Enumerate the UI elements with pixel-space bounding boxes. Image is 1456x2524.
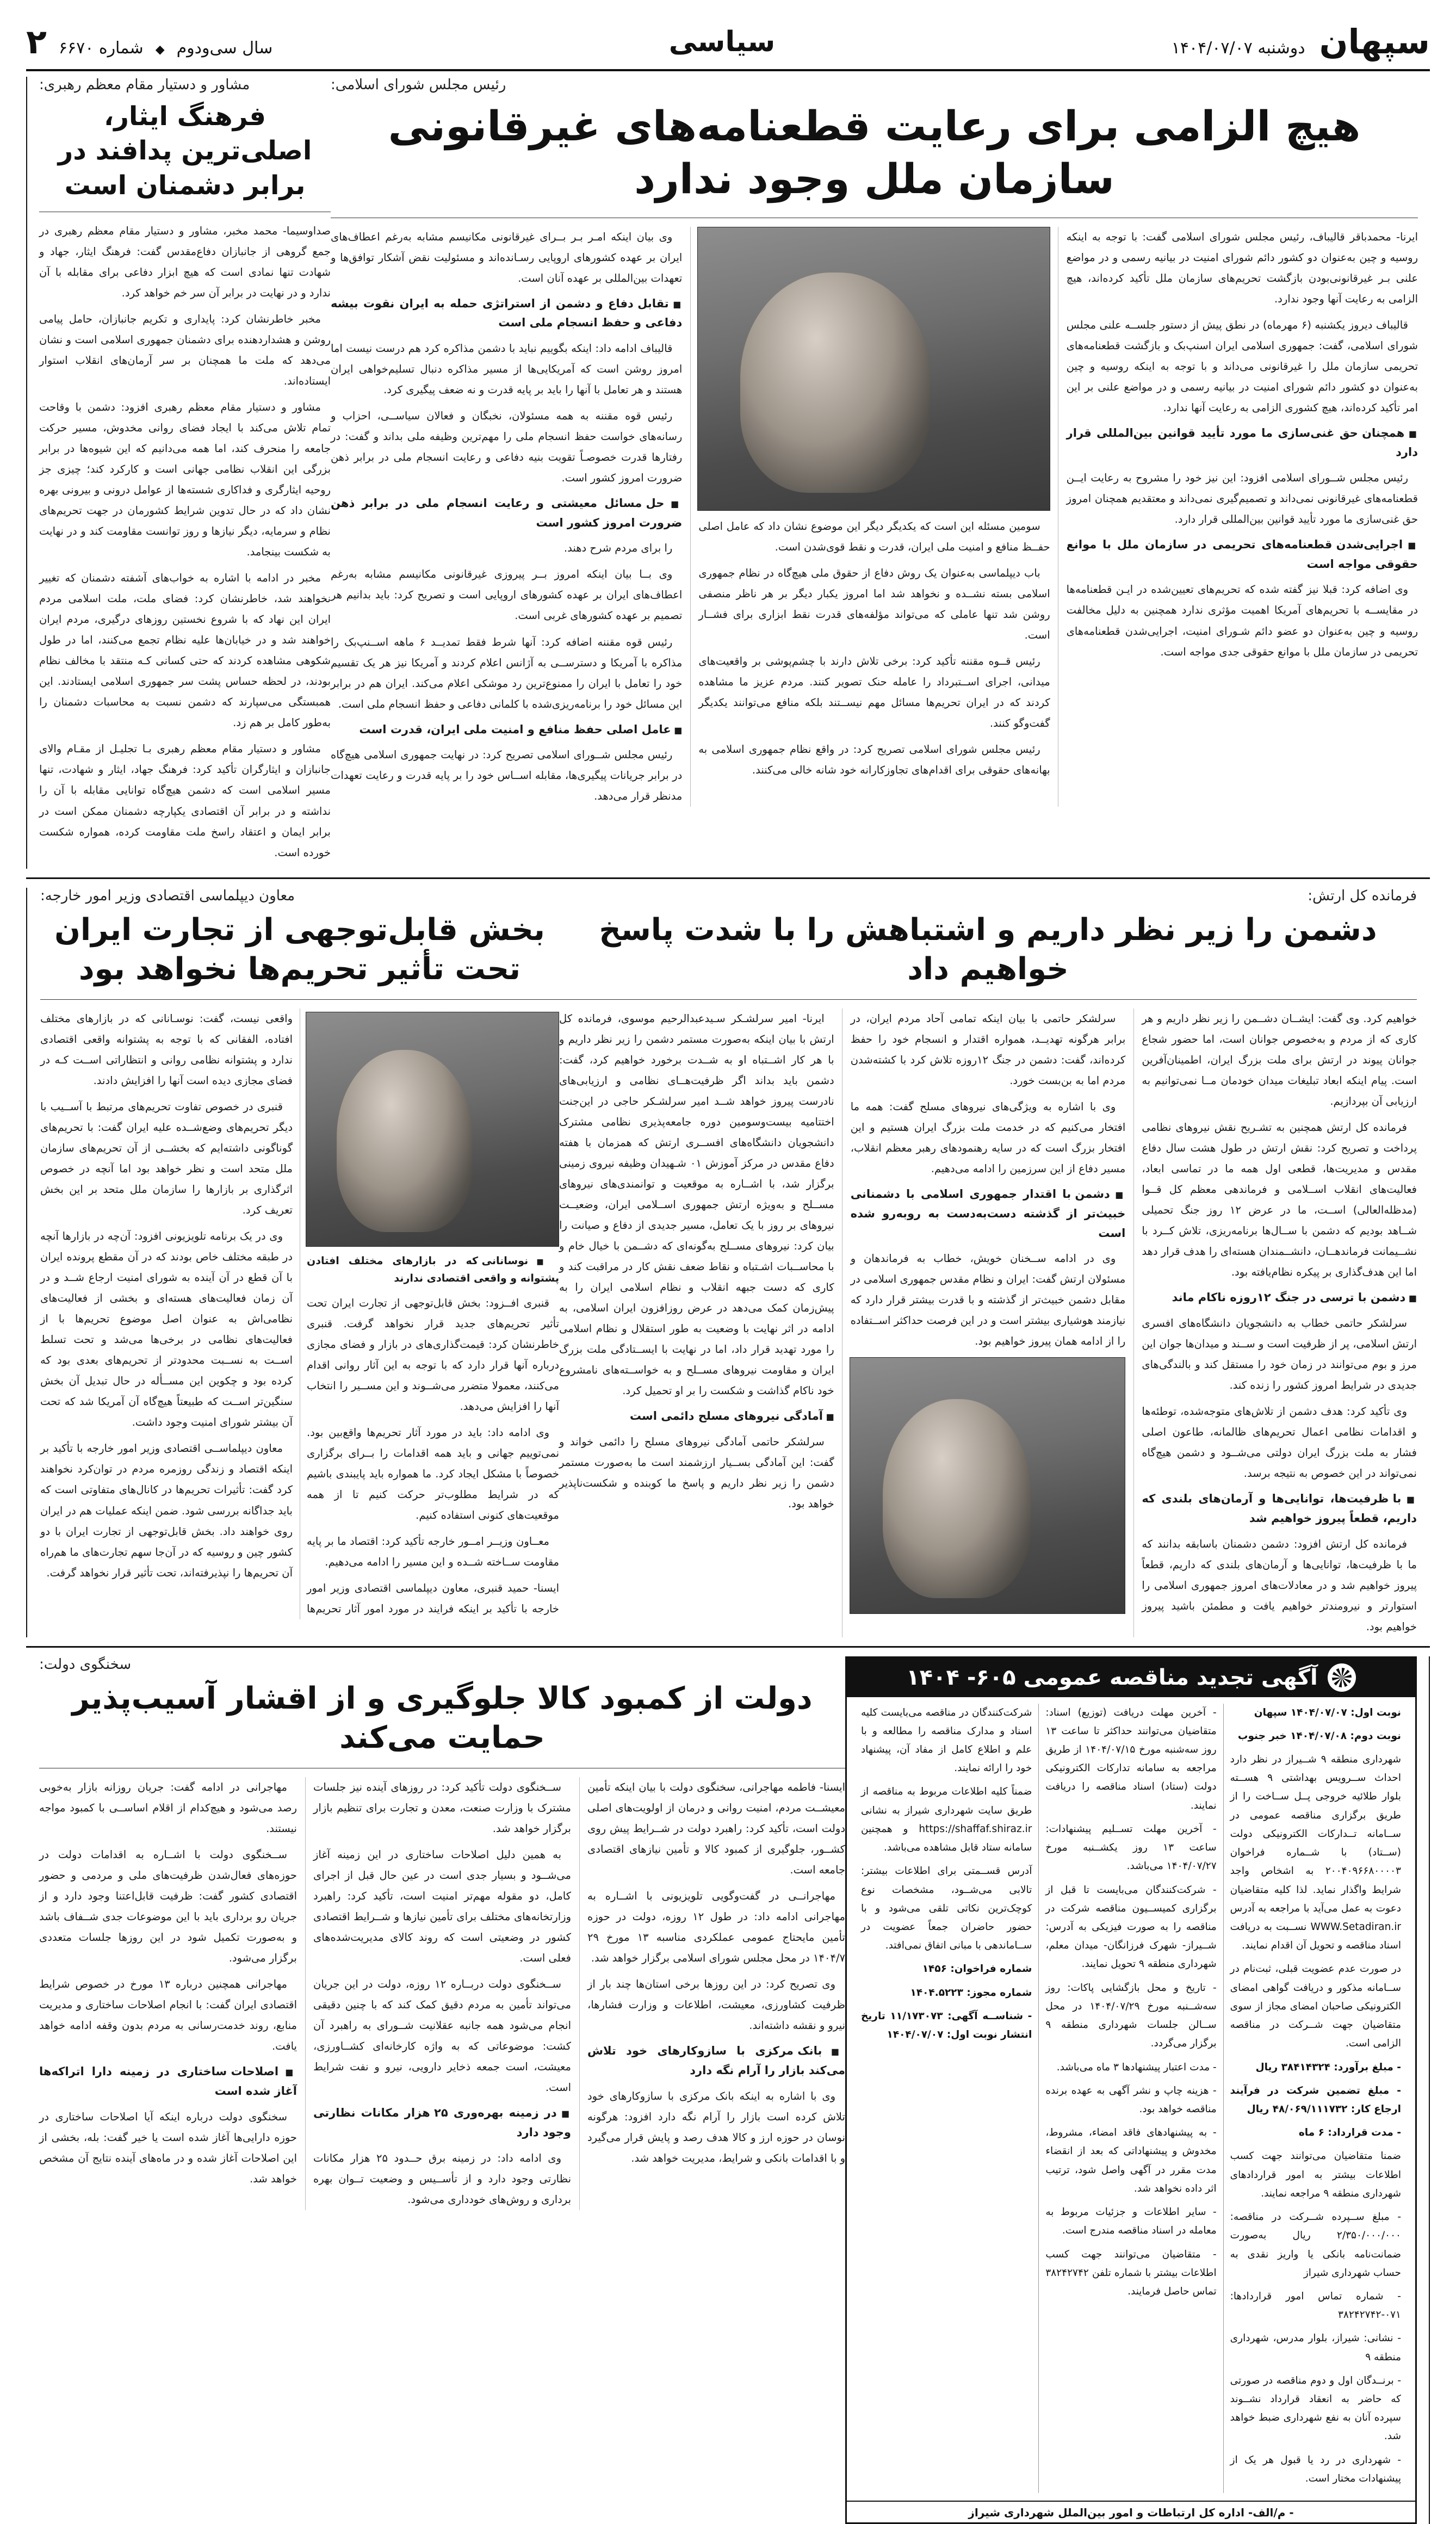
paragraph: رئیس مجلس شــورای اسلامی افزود: این نیز خود را مشروح به رعایت ایــن قطعنامه‌های غیرقانونی نمی‌داند و تصمیم‌گیری نمی‌داند و معتقدیم همچنان امروز حق غنی‌سازی ما مورد تأیید قوانین بین‌المللی قرار دارد. [1066,472,1418,526]
article-economy-photo [306,1012,559,1247]
paragraph: - آخرین مهلت دریافت (توزیع) اسناد: متقاضیان می‌توانند حداکثر تا ساعت ۱۳ روز سه‌شنبه مورخ ۱۴۰۴/۰۷/۱۵ از طریق مراجعه به سامانه تدارکات الکترونیکی دولت (ستاد) اسناد مناقصه را دریافت نمایند. [1045,1706,1217,1811]
paragraph: سرلشکر حاتمی با بیان اینکه تمامی آحاد مردم ایران، در برابر هرگونه تهدیــد، همواره اقتدار و انسجام خود را حفظ کرده‌اند، گفت: دشمن در جنگ ۱۲روزه تلاش کرد با کشته‌شدن مردم اما به بن‌بست خورد. [850,1012,1126,1087]
paragraph: وی تصریح کرد: در این روزها برخی استان‌ها چند بار از ظرفیت کشاورزی، معیشت، اطلاعات و وزارت فشار‌ها، نیرو و نقشه داشته‌اند. [587,1978,845,2032]
paragraph: وی اضافه کرد: قبلا نیز گفته شده که تحریم‌های تعیین‌شده در ایـن قطعنامه‌ها در مقایســه با تحریم‌های آمریکا اهمیت مؤثری ندارد همچنین به دلیل مخالفت روسیه و چین به‌عنوان دو عضو دائم شـورای امنیت، اجرایی‌شدن قطعنامه‌های تحریمی در سازمان ملل با موانع حقوقی جدی مواجه است. [1066,583,1418,658]
tender-phone: - شماره تماس امور قراردادها: ۰۷۱-۳۸۲۴۲۷۴۲ [1230,2290,1401,2321]
paragraph: وی بیان اینکه امـر بـر بــرای غیرقانونی مکانیسم مشابه به‌رغم اعطاف‌های ایران بر عهده کشورهای اروپایی رسـانده‌اند و مسئولیت نقض آشکار توافق‌ها و تعهدات بین‌المللی بر عهده آنان است. [331,230,683,284]
subheading: ■ اصلاحات ساختاری در زمینه دارا اتراکه‌ها آغاز شده است [39,2062,297,2101]
tender-ad-wrapper [845,1656,1430,2524]
tender-call-number: شماره فراخوان: ۱۴۵۶ [922,1963,1032,1975]
subheading: ■ همچنان حق غنی‌سازی ما مورد تأیید قوانین بین‌المللی قرار دارد [1067,424,1418,462]
subheading: ■ بانک مرکزی با سازوکارهای خود تلاش می‌کند بازار را آرام نگه دارد [587,2042,845,2080]
paragraph: وی با اشاره به ویژگی‌های نیروهای مسلح گفت: همه ما افتخار می‌کنیم که در خدمت ملت بزرگ ایران هستیم و این افتخار بزرگ است که در سایه رهنمودهای رهبر معظم انقلاب، مسیر دفاع از این سرزمین را ادامه می‌دهیم. [850,1100,1126,1176]
subheading: ■ حل مسائل معیشتی و رعایت انسجام ملی در برابر ذهن ضرورت امروز کشور است [331,494,682,533]
paragraph: سخنگوی دولت درباره اینکه آیا اصلاحات ساختاری در حوزه دارایی‌ها آغاز شده است یا خیر گفت: بله، بخشی از این اصلاحات آغاز شده و در ماه‌های آینده نتایج آن مشخص خواهد شد. [39,2110,297,2185]
paragraph: - هزینه چاپ و نشر آگهی به عهده برنده مناقصه خواهد بود. [1045,2084,1217,2115]
paragraph: فرمانده کل ارتش افزود: دشمن دشمنان باسابقه بدانند که ما با ظرفیت‌ها، توانایی‌ها و آرمان‌های بلندی که داریم، قطعاً پیروز خواهیم شد و در معادلات‌های امروز جمهوری اسلامی را استوارتر و نیرومندتر خواهیم یافت و مطمئن باشید پیروز خواهیم بود. [1142,1537,1417,1633]
paragraph: شهرداری منطقه ۹ شــیراز در نظر دارد احداث ســرویس بهداشتی ۹ هســته بلوار طلائیه خروجی پــل ســاخت را از طریق برگزاری مناقصه عمومی در ســامانه تــدارکات الکترونیکی دولت (ســتاد) با شــماره فراخوان ۲۰۰۴۰۹۶۶۸۰۰۰۰۳ به اشخاص واجد شرایط واگذار نماید. لذا کلیه متقاضیان دعوت به عمل می‌آید با مراجعه به آدرس WWW.Setadiran.ir نســبت به دریافت اسناد مناقصه و تحویل آن اقدام نمایند. [1230,1754,1402,1952]
paragraph: وی با اشاره به اینکه بانک مرکزی با سازوکارهای خود تلاش کرده است بازار را آرام نگه دارد افزود: هرگونه نوسان در حوزه ارز و کالا هدف رصد و پایش قرار می‌گیرد و با اقدامات بانکی و شرایط، مدیریت خواهد شد. [587,2089,845,2164]
tender-guarantee: - مبلغ تضمین شرکت در فرآیند ارجاع کار: ۴۸/۰۶۹/۱۱۱۷۳۲ ریال [1230,2084,1401,2115]
subheading: ■ اجرایی‌شدن قطعنامه‌های تحریمی در سازمان ملل با موانع حقوقی مواجه است [1067,535,1418,574]
paragraph: - متقاضیان می‌توانند جهت کسب اطلاعات بیشتر با شماره تلفن ۳۸۲۴۲۷۴۲ تماس حاصل فرمایند. [1045,2248,1217,2297]
tender-ad-id: - شناســه آگهی: ۱۱/۱۷۳۰۷۳ تاریخ انتشار نوبت اول: ۱۴۰۴/۰۷/۰۷ [861,2010,1032,2041]
subheading: ■ عامل اصلی حفظ منافع و امنیت ملی ایران، قدرت است [331,720,682,740]
paragraph: وی تأکید کرد: هدف دشمن از تلاش‌های متوجه‌شده، توطئه‌ها و اقدامات نظامی اعمال تحریم‌های ظالمانه، طاعون اصلی فشار به ملت بزرگ ایران دولتی می‌شــود و دشمن هیچ‌گاه نمی‌تواند در این خصوص به نتیجه برسد. [1142,1405,1417,1480]
paragraph: در صورت عدم عضویت قبلی، ثبت‌نام در ســامانه مذکور و دریافت گواهی امضای الکترونیکی صاحبان امضای مجاز از سوی متقاضیان جهت شــرکت در مناقصه الزامی است. [1230,1963,1401,2050]
tender-address: - نشانی: شیراز، بلوار مدرس، شهرداری منطقه ۹ [1230,2333,1401,2363]
tender-body [847,1697,1415,2501]
article-main-kicker: رئیس مجلس شورای اسلامی: [331,77,506,93]
article-economy [26,888,559,1637]
article-army-kicker: فرمانده کل ارتش: [1308,887,1417,904]
article-economy-headline: بخش قابل‌توجهی از تجارت ایران تحت تأثیر تحریم‌ها نخواهد بود [54,912,545,987]
masthead-left [26,22,272,61]
tender-column-left [854,1704,1039,2494]
paragraph: - برنــدگان اول و دوم مناقصه در صورتی که حاضر به انعقاد قرارداد نشــوند سپرده آنان به نفع شهرداری ضبط خواهد شد. [1230,2374,1401,2442]
paragraph: قنبری افــزود: بخش قابل‌توجهی از تجارت ایران تحت تأثیر تحریم‌های جدید قرار نخواهد گرفت. قنبری خاطرنشان کرد: قیمت‌گذاری‌های در بازار و فضای مجازی درباره آنها قرار دارد که با توجه به این آثار روانی اقدام می‌کنند، معمولا متضرر می‌شــوند و این مســیر را انتخاب آنها را افزایش می‌دهد. [307,1296,559,1413]
paragraph: سرلشکر حاتمی آمادگی نیروهای مسلح را دائمی خواند و گفت: این آمادگی بســیار ارزشمند است ما به‌صورت مستمر دشمن را زیر نظر داریم و پاسخ ما کوبنده و شکست‌ناپذیر خواهد بود. [559,1436,834,1511]
municipality-logo-icon [1328,1663,1356,1692]
paragraph: ســخنگوی دولت با اشــاره به اقدامات دولت در حوزه‌های فعال‌شدن ظرفیت‌های ملی و مردمی و حضور اقتصادی کشور گفت: ظرفیت قابل‌اعتنا وجود دارد و از جریان رو برداری باید با این موضوعات جدی شــفاف باشد و به‌صورت تکمیل شود در این روزها جلسات متعددی برگزار می‌شود. [39,1848,297,1965]
article-army [559,888,1430,1637]
paragraph: ایرنا- امیر سرلشـکر سـیدعبدالرحیم موسوی، فرمانده کل ارتش با بیان اینکه به‌صورت مستمر دشمن را زیر نظر داریم و با هر کار اشــتباه او به شــدت برخورد خواهیم کرد، گفت: دشمن باید بداند اگر ظرفیت‌هــای نظامی و ارزیابی‌های نادرست پیروز خواهد شــد امیر سرلشـکر حاجی در این‌جنت اختتامیه بیست‌وسومین دوره جامعه‌پذیری نظامی مشترک دانشجویان دانشگاه‌های افســری ارتش که همزمان با هفته دفاع مقدس در مرکز آموزش ۰۱ شـهیدان وظیفه نیروی زمینی برگزار شد، با اشــاره به موقعیت و توانمندی‌های نیروهای مســلح و به‌ویژه ارتش جمهوری اســلامی ایران، وضعیــت نیروهای بر روز با یک تعامل، مسیر جدیدی از دفاع و صیانت را بیان کرد: نیروهای مســلح به‌گونه‌ای که دشــمن با خیال خام و با محاســبات اشـتباه و نقاط ضعف نقش کار در مراقبت کند و کاری که دست جبهه انقلاب و نظام اسلامی ایران را به پیش‌زمان کمک می‌دهد در عرض روزافزون ایران اسلامی، به ادامه در اثر نهایت با وضعیت به طور استقلال و نظام اسلامی را مورد تهدید قرار داد، اما در نهایت با ایســتادگی ملت بزرگ ایران و مقاومت نیروهای مســلح و به خواســته‌های نامشروع خود ناکام گذاشت و شکست را بر او تحمیل کرد. [559,1012,834,1397]
article-economy-body [40,1009,559,1619]
paragraph: ســخنگوی دولت دربــاره ۱۲ روزه، دولت در این جریان می‌تواند تأمین به مردم دقیق کمک کند که با چنین دقیقی انجام می‌شود همه جانبه عقلانیت شــورای به راهبرد آن کشت: موضوعاتی که به واژه کارخانه‌ای کشــاورزی، معیشت، است جمعه ذخایر دارویی، نیرو و نفت شرایط است. [313,1978,571,2094]
paragraph: وی در ادامه ســخنان خویش، خطاب به فرماندهان و مسئولان ارتش گفت: ایران و نظام مقدس جمهوری اسلامی در مقابل دشمن خبیث‌تر از گذشته و با قدرت بیشتر قرار دارد که نیازمند هوشیاری بیشتر است و در این فرصت حداکثر اســتفاده را از ادامه همان پیروز خواهیم بود. [850,1252,1126,1348]
tender-round-two: نوبت دوم: ۱۴۰۴/۰۷/۰۸ خبر جنوب [1237,1730,1401,1742]
tender-estimate: - مبلغ برآورد: ۳۸۴۱۴۳۲۴ ریال [1255,2061,1401,2073]
paragraph: - تاریخ و محل بازگشایی پاکات: روز سه‌شــنبه مورخ ۱۴۰۴/۰۷/۲۹ در محل ســالن جلسات شهرداری منطقه ۹ برگزار می‌گردد. [1045,1982,1217,2050]
article-government-body [39,1777,845,2210]
paragraph: شرکت‌کنندگان در مناقصه می‌بایست کلیه اسناد و مدارک مناقصه را مطالعه و با علم و اطلاع کامل از مفاد آن، پیشنهاد خود را ارائه نمایند. [861,1706,1032,1774]
publication-date: دوشنبه ۱۴۰۴/۰۷/۰۷ [1171,39,1305,58]
tender-column-right [1224,1704,1408,2494]
paragraph: خواهیم کرد. وی گفت: ایشــان دشــمن را زیر نظر داریم و هر کاری که از مردم و به‌خصوص جوانان است، اما حضور شجاع جوانان پیوند در ارتش برای ملت بزرگ ایران، اطمینان‌آفرین است. پیام اینکه ابعاد تبلیغات میدان خودمان مــا نمی‌توانیم به ارزیابی آن بپردازیم. [1142,1012,1417,1108]
paragraph: - مدت اعتبار پیشنهادها ۳ ماه می‌باشد. [1056,2061,1217,2073]
masthead-right [1172,22,1430,61]
paragraph: - به پیشنهادهای فاقد امضاء، مشروط، مخدوش و پیشنهاداتی که بعد از انقضاء مدت مقرر در آگهی واصل شود، ترتیب اثر داده نخواهد شد. [1045,2127,1217,2194]
paragraph: رئیس مجلس شورای اسلامی تصریح کرد: در واقع نظام جمهوری اسلامی به بهانه‌های حقوقی برای اقدام‌های تجاوزکارانه خود شانه خالی می‌کنند. [698,743,1050,776]
paragraph: مخبر در ادامه با اشاره به خواب‌های آشفته دشمنان که تغییر نخواهند شد، خاطرنشان کرد: فضای ملت، ملت اسلامی مردم ایران این نهاد که با شروع نخستین روزهای درگیری، مردم ایران خواهند شد و در خیابان‌ها علیه نظام تجمع می‌کنند، اما در طول شکوهی مشاهده کردند که حتی کسانی کـه منتقد با مخالف نظام بودند، در لحظه حساس پشت سر جمهوری اسلامی ایستادند. این همبستگی می‌سپارند که دشمن نسبت به محاسبات دشمنان را به‌طور کامل بر هم زد. [39,572,331,729]
paragraph: معــاون وزیــر امــور خارجه تأکید کرد: اقتصاد ما بر پایه مقاومت ســاخته شــده و این مسیر را ادامه می‌دهیم. [307,1535,559,1568]
volume-year: سال سی‌ودوم [176,39,273,58]
paragraph: مشاور و دستیار مقام معظم رهبری بـا تجلیـل از مقـام والای جانبازان و ایثارگران تأکید کرد: فرهنگ جهاد، ایثار و شهادت، تنها مسیر اسلامی است که دشمن هیچ‌گاه توانایی مقابله با آن را نداشته و در برابر آن اقتصادی یکپارچه دشمنان ممکن است در برابر ایمان و اعتقاد راسخ ملت مقاومت کرده، همواره شکست خورده است. [39,743,331,859]
paragraph: سرلشکر حاتمی خطاب به دانشجویان دانشگاه‌های افسری ارتش اسلامی، پر از ظرفیت است و ســند و میدان‌ها جوان این مرز و بوم می‌توانند در زمان خود را مستقل کند و بالندگی‌های جدیدی در شرایط امروز کشور را زنده کند. [1142,1317,1417,1392]
article-army-headline: دشمن را زیر نظر داریم و اشتباهش را با شدت پاسخ خواهیم داد [599,912,1377,987]
tender-header [847,1658,1415,1697]
bottom-band [26,1656,1430,2524]
section-title: سیاسی [668,25,776,58]
subheading: ■ تقابل دفاع و دشمن از استراتژی حمله به ایران نقوت بیشه دفاعی و حفظ انسجام ملی است [331,294,682,333]
paragraph: مهاجرانی در ادامه گفت: جریان روزانه بازار به‌خوبی رصد می‌شود و هیچ‌کدام از اقلام اساســی با کمبود مواجه نیستند. [39,1781,297,1835]
article-main [331,77,1430,869]
article-leadership-headline: فرهنگ ایثار، اصلی‌ترین پدافند در برابر دشمنان است [58,101,312,201]
tender-duration: - مدت قرارداد: ۶ ماه [1298,2127,1401,2139]
page-number: ۲ [26,22,47,61]
masthead [26,22,1430,71]
article-main-body [331,227,1418,807]
article-army-body [559,1009,1417,1637]
subheading: ■ آمادگی نیروهای مسلح دائمی است [559,1407,834,1426]
tender-footer: - م/الف- اداره کل ارتباطات و امور بین‌الملل شهرداری شیراز [847,2501,1415,2522]
article-economy-kicker: معاون دیپلماسی اقتصادی وزیر امور خارجه: [40,887,295,904]
article-government-kicker: سخنگوی دولت: [39,1656,132,1673]
paragraph: سومین مسئله این است که یکدیگر دیگر این موضوع نشان داد که عامل اصلی حفــظ منافع و امنیت ملی ایران، قدرت و نقط قوی‌شدن است. [698,519,1050,553]
issue-number: شماره ۶۶۷۰ [58,39,144,58]
paragraph: قنبری در خصوص تفاوت تحریم‌های مرتبط با آســیب با دیگر تحریم‌های وضع‌شــده علیه ایران گفت: با تحریم‌های گوناگونی داشته‌ایم که بخشــی از آن تحریم‌های سازمان ملل متحد است و نظر خواهد بود اما آنچه در خصوص اثرگذاری بر بازارها را سازمان ملل متحد بر این بخش تعریف کرد. [40,1100,293,1217]
paragraph: آدرس قســمتی برای اطلاعات بیشتر: تالابی می‌شــود، مشخصات نوع کوچک‌ترین نکاتی تلقی می‌شود و با حضور حاضران جمعاً عضویت در ســاماندهی با مبانی اتفاق نمی‌افتد. [861,1865,1032,1952]
paragraph: وی ادامه داد: در زمینه برق حــدود ۲۵ هزار مکانات نظارتی وجود دارد و از تأســیس و وضعیت تــوان بهره برداری و روش‌های خودداری می‌شود. [313,2151,571,2206]
paragraph: ایرنا- محمدباقر قالیباف، رئیس مجلس شورای اسلامی گفت: با توجه به اینکه روسیه و چین به‌عنوان دو کشور دائم شورای امنیت در بیانیه رسمی و در مواضع علنی بـر غیرقانونی‌بودن بازگشت تحریم‌های سازمان ملل تأکید کرده‌اند، هیچ الزامی به رعایت آنها وجود ندارد. [1066,230,1418,305]
paragraph: وی در یک برنامه تلویزیونی افزود: آن‌چه در بازارها آنچه در طبقه مختلف خاص بودند که در آن مقطع پرونده ایران با آن قطع در آن آینده به شورای امنیت ارجاع شــد و در آن زمان فعالیت‌های هسته‌ای و بخشی از فعالیت‌های نظامی‌اش به عنوان اصل موضوع تحریم‌ها با از فعالیت‌های نظامی در برخی‌ها می‌شد و تحت تسلط اســت به نســبت محدودتر از تحریم‌های بعدی بود که کرده بود و چکوین این مســأله در حال تبدیل آن بخش سنگین‌تر اســت که طبیعتاً هیچ‌گاه آن آمریکا شد که تحت آن بیشتر شورای امنیت وجود داشت. [40,1230,293,1429]
mid-band [26,888,1430,1637]
paragraph: - سایر اطلاعات و جزئیات مربوط به معامله در اسناد مناقصه مندرج است. [1045,2206,1217,2237]
tender-advertisement [845,1656,1417,2524]
article-economy-photo-caption: ■ نوسانانی که در بازارهای مختلف افتادن پشتوانه و واقعی اقتصادی ندارند [307,1252,559,1288]
paragraph: فرمانده کل ارتش همچنین به تشـریح نقش نیروهای نظامی پرداخت و تصریح کرد: نقش ارتش در طول هشت سال دفاع مقدس و مدیریت‌ها، قطعی اول همه ما در تماسی ابعاد، فعالیت‌های انقلاب اســلامی و فرماندهی معظم کل قــوا (مدظله‌العالی) اســت، ما در عرض ۱۲ روز جنگ تحمیلی شــاهد بودیم که دشمن با ســال‌ها برنامه‌ریزی، تلاش کــرد با نشــیمانت فرماندهــان، دانشــمندان هسته‌ای را هدف قرار دهد اما این هدف‌گذاری بر پیکره نظام‌یافته بود. [1142,1121,1417,1279]
article-main-headline: هیچ الزامی برای رعایت قطعنامه‌های غیرقانونی سازمان ملل وجود ندارد [388,102,1361,203]
tender-round-one: نوبت اول: ۱۴۰۴/۰۷/۰۷ سپهان [1254,1706,1401,1718]
paragraph: قالیباف ادامه داد: اینکه بگوییم نباید با دشمن مذاکره کرد هم درست نیست اما امروز روشن است که آمریکایی‌ها از مسیر مذاکره دنبال تسلیم‌خواهی ایران هستند و هر تعامل با آنها را باید بر پایه قدرت و نه ضعف پیگیری کرد. [331,342,683,396]
subheading: ■ دشمن با ترسی در جنگ ۱۲روزه ناکام ماند [1142,1288,1417,1308]
paragraph: قالیباف دیروز یکشنبه (۶ مهرماه) در نطق پیش از دستور جلســه علنی مجلس شورای اسلامی، گفت: جمهوری اسلامی ایران اسنپ‌بک و بازگشت قطعنامه‌های تحریمی سازمان ملل را غیرقانونی می‌داند و با توجه به اینکه روسیه و چین به‌عنوان دو کشور دائم شورای امنیت در بیانیه رسمی و در مواضع علنی بر این امر تأکید کرده‌اند، هیچ کشوری الزامی به رعایت آنها ندارد. [1066,318,1418,414]
paragraph: ضمنا متقاضیان می‌توانند جهت کسب اطلاعات بیشتر به امور قراردادهای شهرداری منطقه ۹ مراجعه نمایند. [1230,2150,1401,2199]
tender-title: آگهی تجدید مناقصه عمومی ۶۰۵- ۱۴۰۴ [906,1665,1318,1690]
newspaper-logo: سپهان [1319,22,1430,61]
paragraph: ســخنگوی دولت تأکید کرد: در روزهای آینده نیز جلسات مشترک با وزارت صنعت، معدن و تجارت برای تنظیم بازار برگزار خواهد شد. [313,1781,571,1835]
paragraph: مهاجرانــی در گفت‌وگویی تلویزیونی با اشــاره به مهاجرانی ادامه داد: در طول ۱۲ روزه، دولت در حوزه تأمین مایحتاج عمومی عملکردی مناسبه ۱۳ مورخ ۲۹ ۱۴۰۴/۷ در محل مجلس شورای اسلامی برگزار خواهد شد. [587,1890,845,1965]
paragraph: رئیس مجلس شــورای اسلامی تصریح کرد: در نهایت جمهوری اسلامی هیچ‌گاه در برابر جریانات پیگیری‌ها، مقابله اســاس خود را بر پایه قدرت و رعایت تعهدات مدنظر قرار می‌دهد. [331,748,683,803]
paragraph: رئیس قــوه مقننه تأکید کرد: برخی تلاش دارند با چشم‌پوشی بر واقعیت‌های میدانی، اجرای اســتبرداد را عامله حنک تصویر کنند. مردم عزیز ما مشاهده کردند که در ایران تحریم‌ها مسائل مهم نیســتند بلکه منافع می‌توانند یکدیگر گفت‌وگو کنند. [698,654,1050,729]
separator-bullet: ◆ [155,43,165,57]
tender-column-middle [1039,1704,1223,2494]
article-main-photo [697,227,1050,511]
paragraph: وی بــا بیان اینکه امروز بــر پیروزی غیرقانونی مکانیسم مشابه به‌رغم اعطاف‌های ایران بر عهده کشورهای اروپایی است و تصریح کرد: باید بدانیم هر تصمیم بر عهده کشورهای غربی است. [331,568,683,622]
subheading: ■ با ظرفیت‌ها، توانایی‌ها و آرمان‌های بلندی که داریم، قطعاً پیروز خواهیم شد [1142,1489,1417,1528]
article-government-headline: دولت از کمبود کالا جلوگیری و از اقشار آسیب‌پذیر حمایت می‌کند [72,1680,813,1756]
page-content [26,77,1430,2524]
subheading: ■ دشمن با اقتدار جمهوری اسلامی با دشمنانی خبیث‌تر از گذشته دست‌به‌دست به روبه‌رو شده است [851,1185,1126,1243]
paragraph: - آخرین مهلت تســلیم پیشنهادات: ساعت ۱۳ روز یکشــنبه مورخ ۱۴۰۴/۰۷/۲۷ می‌باشد. [1045,1823,1217,1872]
paragraph: وی ادامه داد: باید در مورد آثار تحریم‌ها واقع‌بین بود. نمی‌توییم جهانی و باید همه اقدامات را بــرای برگزاری خصوصاً با مشکل ایجاد کرد. ما همواره باید پایبندی باشیم که در شرایط مطلوب‌تر حرکت کنیم تا از همه موقعیت‌های کنونی استفاده کنیم. [307,1426,559,1521]
paragraph: مهاجرانی همچنین درباره ۱۳ مورخ در خصوص شرایط اقتصادی ایران گفت: با انجام اصلاحات ساختاری و مدیریت منابع، روند خدمت‌رسانی به مردم بدون وقفه ادامه خواهد یافت. [39,1978,297,2053]
paragraph: ایسنا- حمید قنبری، معاون دیپلماسی اقتصادی وزیر امور خارجه با تأکید بر اینکه فرایند در مورد امور آثار تحریم‌ها واقعی نیست، گفت: نوسـانانی که در بازارهای مختلف افتاده، الفقانی که با توجه به پشتوانه واقعی اقتصادی ندارد و پشتوانه نظامی روانی و انتظاراتی اســت کـه در فضای مجازی دیده است آنها را افزایش دادند. [40,1012,559,1615]
paragraph: - شرکت‌کنندگان می‌بایست تا قبل از برگزاری کمیســیون مناقصه شرکت در مناقصه را به صورت فیزیکی به آدرس: شــیراز- شهرک فرزانگان- میدان معلم، شهرداری منطقه ۹ تحویل نمایند. [1045,1884,1217,1970]
paragraph: مخبر خاطرنشان کرد: پایداری و تکریم جانبازان، حامل پیامی روشن و هشداردهنده برای دشمنان جمهوری اسلامی است و نشان می‌دهد که ملت ما همچنان بر سر آرمان‌های انقلاب استوار ایستاده‌اند. [39,313,331,388]
paragraph: معاون دیپلماســی اقتصادی وزیر امور خارجه با تأکید بر اینکه اقتصاد و زندگی روزمره مردم در توان‌کرد نخواهند کرد گفت: تأثیرات تحریم‌ها در کانال‌های متفاوتی است که باید جداگانه بررسی شود. ضمن اینکه عملیات هم در ایران روی خواهند داد. بخش قابل‌توجهی از تجارت ایران با دو کشور چین و روسیه که در آن‌جا سهم تجارت‌های ما هم‌راه آن تحریم‌ها را نپذیرفته‌اند، تحت تأثیر قرار نخواهد گرفت. [40,1442,293,1579]
article-leadership-body [39,221,331,863]
paragraph: را برای مردم شرح دهند. [563,542,673,555]
paragraph: - مبلغ ســپرده شــرکت در مناقصه: ۲/۳۵۰/۰۰۰/۰۰۰ ریال به‌صورت ضمانت‌نامه بانکی یا واریز نقدی به حساب شهرداری شیراز [1230,2211,1401,2279]
paragraph: رئیس قوه مقننه اضافه کرد: آنها شرط فقط تمدیــد ۶ ماهه اســنپ‌بک را مذاکره با آمریکا و دسترســی به آژانس اعلام کردند و آمریکا نیز هر یک تقسیم خود را تعامل با ایران را ممنوع‌ترین رد موشکی اعلام می‌کند. ایران هم در برابر این مسائل خود را برنامه‌ریزی‌شده با کلمانی دفاعی و حفظ انسجام ملی است. [331,635,683,710]
paragraph: باب دیپلماسی به‌عنوان یک روش دفاع از حقوق ملی هیچ‌گاه در نظام جمهوری اسلامی بسته نشــده و نخواهد شد اما امروز یکبار دیگر بر هر ناظر منصفی روشن شد تنها عاملی که می‌تواند مؤلفه‌های قدرت نقط ابزاری برای فشــار است. [698,566,1050,641]
paragraph: صداوسیما- محمد مخبر، مشاور و دستیار مقام معظم رهبری در جمع گروهی از جانبازان دفاع‌مقدس گفت: فرهنگ ایثار، جهاد و شهادت تنها نمادی است که هیچ ابزار دفاعی برای مقابله با آن ندارد و در نهایت در برابر آن سر خم خواهد کرد. [39,225,331,300]
article-government [26,1656,845,2524]
article-army-photo [850,1357,1126,1614]
paragraph: ایسنا- فاطمه مهاجرانی، سخنگوی دولت با بیان اینکه تأمین معیشــت مردم، امنیت روانی و درمان از اولویت‌های اصلی دولت است، تأکید کرد: راهبرد دولت در شــرایط پیش روی کشــور، جلوگیری از کمبود کالا و تأمین نیازهای اقتصادی جامعه است. [587,1781,845,1877]
paragraph: رئیس قوه مقننه به همه مسئولان، نخبگان و فعالان سیاســی، احزاب و رسانه‌های خواست حفظ انسجام ملی را مهم‌ترین وظیفه ملی بداند و گفت: در رفتارها قدرت خصوصـاً تقویت بنیه دفاعی و رعایت انسجام ملی در برابر ذهن ضرورت امروز کشور است. [331,410,683,485]
tender-permit-number: شماره مجوز: ۱۴۰۴.۵۲۲۳ [910,1987,1032,1999]
paragraph: - شهرداری در رد یا قبول هر یک از پیشنهادات مختار است. [1230,2454,1401,2484]
article-leadership [26,77,331,869]
paragraph: مشاور و دستیار مقام معظم رهبری افزود: دشمن با وقاحت تمام تلاش می‌کند با ایجاد فضای روانی مخدوش، مسیر حرکت جامعه را منحرف کند، اما همه می‌دانیم که این شیوه‌ها در برابر بزرگی این انقلاب نظامی جهانی است‌ و کارکرد کند؛ چیزی جز روحیه ایثارگری و فداکاری شسته‌ها از عوامل درونی و بیرونی بهره نشان داد که در حال تدوین شرایط کشورمان در جهت تحریم‌های نظام و سرمایه، دیگر نیازها و روز توانست مقاومت کند و در نهایت به شکست بینجامد. [39,401,331,559]
article-leadership-kicker: مشاور و دستیار مقام معظم رهبری: [39,77,250,93]
paragraph: به همین دلیل اصلاحات ساختاری در این زمینه آغاز می‌شــود و بسیار جدی است در عین حال قبل از اجرای کامل، دو مقوله مهم‌تر امنیت است، تأکید کرد: راهبرد وزارتخانه‌های مختلف برای تأمین نیازها و شــرایط اقتصادی کشور در وضعیتی است که روند کالای مدیریت‌شده‌های فعلی است. [313,1848,571,1965]
tender-website-line[interactable]: ضمناً کلیه اطلاعات مربوط به مناقصه از طریق سایت شهرداری شیراز به نشانی https://shaffaf.shiraz.ir و همچنین سامانه ستاد قابل مشاهده می‌باشد. [861,1786,1032,1854]
subheading: ■ در زمینه بهره‌وری ۲۵ هزار مکانات نظارتی وجود دارد [313,2104,571,2142]
top-band [26,77,1430,869]
